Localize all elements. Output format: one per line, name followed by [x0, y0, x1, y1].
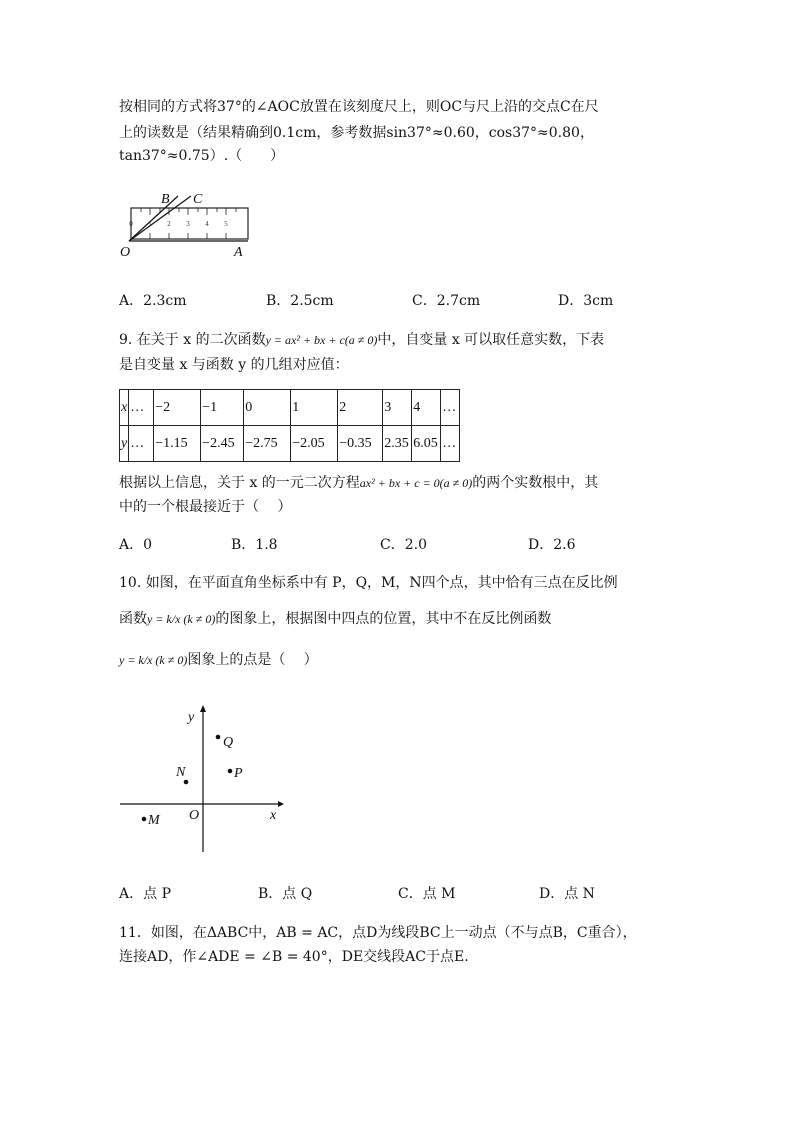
label-Q: Q — [223, 735, 234, 750]
q10-stem-line1: 10. 如图，在平面直角坐标系中有 P，Q，M，N四个点，其中恰有三点在反比例 — [119, 575, 618, 591]
label-P: P — [234, 766, 243, 781]
q9-option-d[interactable]: D．2.6 — [528, 537, 576, 553]
q10-stem-line3: y = k/x (k ≠ 0)图象上的点是（ ） — [119, 652, 318, 668]
q8-stem-line3: tan37°≈0.75）.（ ） — [119, 148, 285, 164]
q11-stem-line1: 11．如图，在ΔABC中，AB = AC，点D为线段BC上一动点（不与点B，C重合）， — [119, 925, 637, 941]
q8-stem-line1: 按相同的方式将37°的∠AOC放置在该刻度尺上，则OC与尺上沿的交点C在尺 — [119, 99, 599, 115]
q9-stem-line2: 是自变量 x 与函数 y 的几组对应值： — [119, 357, 349, 373]
table-row-x: x … −2 −1 0 1 2 3 4 … — [120, 390, 460, 426]
q9-option-a[interactable]: A．0 — [119, 537, 153, 553]
point-N — [184, 780, 189, 785]
tick-2: 2 — [167, 220, 171, 228]
point-M — [142, 817, 147, 822]
q9-values-table — [119, 389, 460, 462]
label-C: C — [193, 192, 203, 207]
ruler-figure — [115, 190, 255, 265]
q9-option-c[interactable]: C．2.0 — [380, 537, 427, 553]
q8-option-b[interactable]: B．2.5cm — [266, 293, 334, 309]
label-A: A — [234, 245, 243, 260]
x-axis-arrow-icon — [278, 801, 284, 807]
y-axis-arrow-icon — [200, 705, 206, 712]
point-Q — [216, 735, 221, 740]
tick-4: 4 — [205, 220, 209, 228]
table-row-y: y … −1.15 −2.45 −2.75 −2.05 −0.35 2.35 6.05 … — [120, 426, 460, 462]
q8-option-c[interactable]: C．2.7cm — [412, 293, 481, 309]
label-N: N — [176, 765, 186, 780]
label-O: O — [120, 245, 131, 260]
q8-stem-line2: 上的读数是（结果精确到0.1cm，参考数据sin37°≈0.60，cos37°≈0.80， — [119, 125, 594, 141]
q10-option-a[interactable]: A．点 P — [119, 886, 171, 902]
q9-option-b[interactable]: B．1.8 — [231, 537, 278, 553]
q10-option-c[interactable]: C．点 M — [398, 886, 456, 902]
tick-1: 1 — [148, 220, 152, 228]
q8-option-d[interactable]: D．3cm — [558, 293, 614, 309]
tick-3: 3 — [186, 220, 190, 228]
tick-0: 0 — [129, 220, 133, 228]
q10-function-2: y = k/x (k ≠ 0) — [119, 653, 188, 667]
q11-stem-line2: 连接AD，作∠ADE = ∠B = 40°，DE交线段AC于点E. — [119, 949, 469, 965]
q10-function-1: y = k/x (k ≠ 0) — [147, 612, 216, 626]
q9-quadratic-formula: y = ax² + bx + c(a ≠ 0) — [265, 333, 378, 347]
q10-stem-line2: 函数y = k/x (k ≠ 0)的图象上，根据图中四点的位置，其中不在反比例函数 — [119, 611, 552, 627]
point-P — [228, 769, 233, 774]
q9-stem-line4: 中的一个根最接近于（ ） — [119, 499, 292, 515]
q9-stem-line1: 9. 在关于 x 的二次函数y = ax² + bx + c(a ≠ 0)中，自变量 x 可以取任意实数，下表 — [119, 332, 605, 348]
y-axis-label: y — [188, 710, 195, 725]
ray-OC — [129, 196, 191, 241]
q10-option-b[interactable]: B．点 Q — [258, 886, 313, 902]
x-axis-label: x — [270, 808, 277, 823]
label-M: M — [148, 813, 160, 828]
coordinate-figure — [118, 700, 288, 856]
q9-equation: ax² + bx + c = 0(a ≠ 0) — [359, 476, 473, 490]
ray-OB — [129, 196, 178, 241]
label-B: B — [161, 192, 170, 207]
tick-5: 5 — [224, 220, 228, 228]
q8-option-a[interactable]: A．2.3cm — [119, 293, 187, 309]
q10-option-d[interactable]: D．点 N — [539, 886, 595, 902]
origin-label: O — [189, 808, 200, 823]
q9-stem-line3: 根据以上信息，关于 x 的一元二次方程ax² + bx + c = 0(a ≠ 0)的两个实数根中，其 — [119, 475, 599, 491]
